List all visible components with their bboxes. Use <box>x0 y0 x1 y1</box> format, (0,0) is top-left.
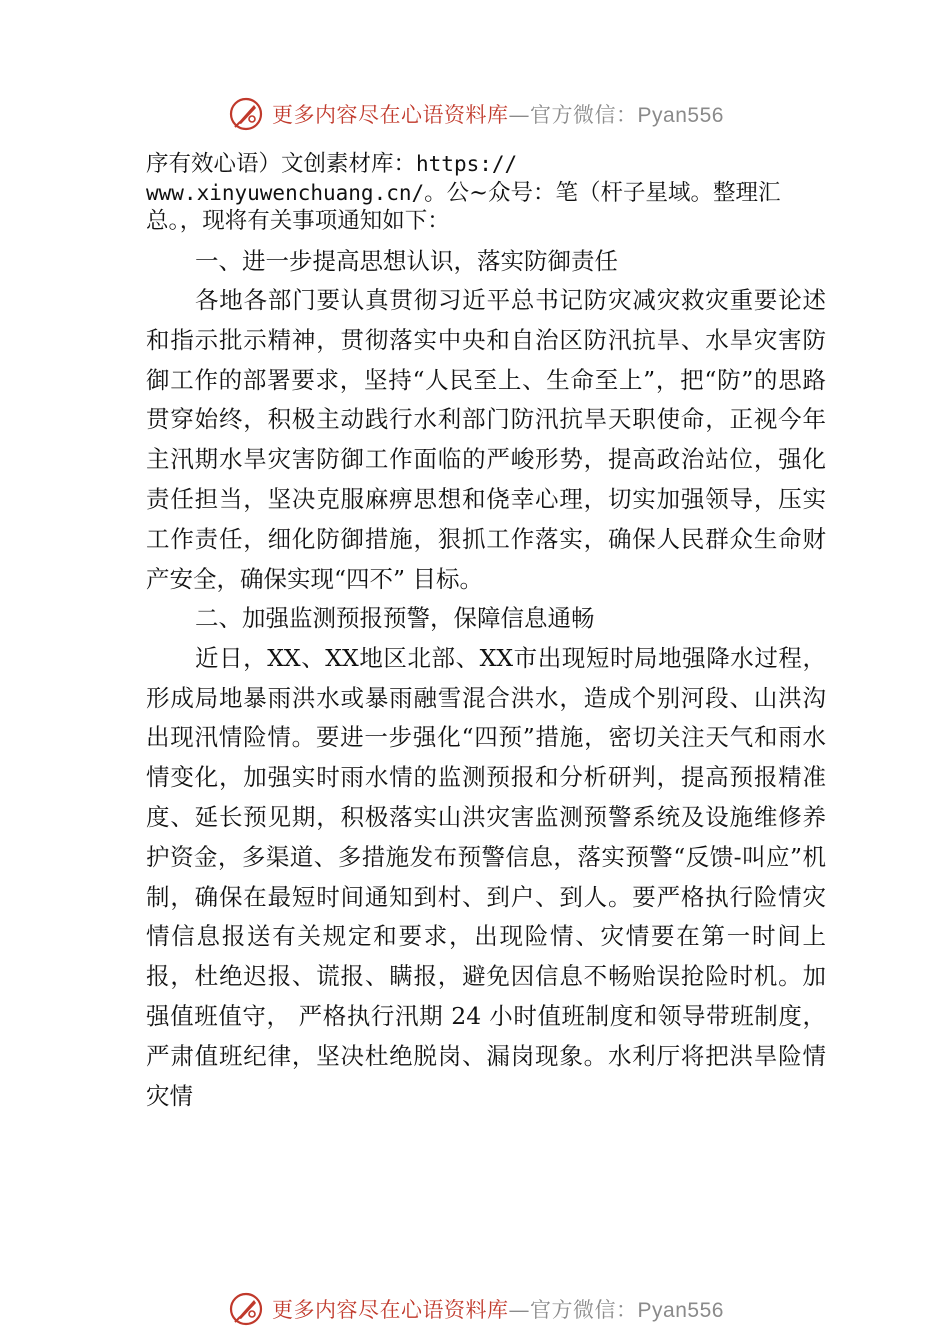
document-body <box>146 150 826 1116</box>
banner-wechat-label: 官方微信： <box>530 1298 638 1322</box>
lead-url-part1: https:// <box>416 152 518 176</box>
section1-heading: 一、进一步提高思想认识，落实防御责任 <box>195 246 618 275</box>
banner-text <box>272 99 724 129</box>
lead-text-part2: 。公~众号：笔（杆子星域。整理汇总。，现将有关事项通知如下： <box>146 179 781 234</box>
lead-url-part2: www.xinyuwenchuang.cn/ <box>146 180 425 205</box>
quill-pen-icon <box>226 1289 266 1329</box>
footer-banner <box>0 1287 950 1331</box>
banner-dash: — <box>508 1298 531 1322</box>
lead-paragraph <box>146 150 826 236</box>
banner-text <box>272 1294 724 1324</box>
quill-pen-icon <box>226 94 266 134</box>
banner-wechat-id: Pyan556 <box>637 104 724 127</box>
section2-heading: 二、加强监测预报预警，保障信息通畅 <box>195 604 595 633</box>
banner-wechat-label: 官方微信： <box>530 103 638 127</box>
banner-dash: — <box>508 103 531 127</box>
banner-main-text: 更多内容尽在心语资料库 <box>272 103 509 127</box>
header-banner <box>0 92 950 136</box>
section2-paragraph: 近日，XX、XX地区北部、XX市出现短时局地强降水过程，形成局地暴雨洪水或暴雨融雪混合洪水，造成个别河段、山洪沟出现汛情险情。要进一步强化“四预”措施，密切关注天气和雨水情变化，加强实时雨水情的监测预报和分析研判，提高预报精准度、延长预见期，积极落实山洪灾害监测预警系统及设施维修养护资金，多渠道、多措施发布预警信息，落实预警“反馈-叫应”机制，确保在最短时间通知到村、到户、到人。要严格执行险情灾情信息报送有关规定和要求，出现险情、灾情要在第一时间上报，杜绝迟报、谎报、瞒报，避免因信息不畅贻误抢险时机。加强值班值守， 严格执行汛期 24 小时值班制度和领导带班制度，严肃值班纪律，坚决杜绝脱岗、漏岗现象。水利厅将把洪旱险情灾情 <box>146 643 826 1110</box>
lead-text-part1: 序有效心语）文创素材库： <box>146 151 417 177</box>
banner-main-text: 更多内容尽在心语资料库 <box>272 1298 509 1322</box>
section1-paragraph: 各地各部门要认真贯彻习近平总书记防灾减灾救灾重要论述和指示批示精神，贯彻落实中央和自治区防汛抗旱、水旱灾害防御工作的部署要求，坚持“人民至上、生命至上”，把“防”的思路贯穿始终，积极主动践行水利部门防汛抗旱天职使命，正视今年主汛期水旱灾害防御工作面临的严峻形势，提高政治站位，强化责任担当，坚决克服麻痹思想和侥幸心理，切实加强领导，压实工作责任，细化防御措施，狠抓工作落实，确保人民群众生命财产安全，确保实现“四不” 目标。 <box>146 286 826 593</box>
banner-wechat-id: Pyan556 <box>637 1299 724 1322</box>
